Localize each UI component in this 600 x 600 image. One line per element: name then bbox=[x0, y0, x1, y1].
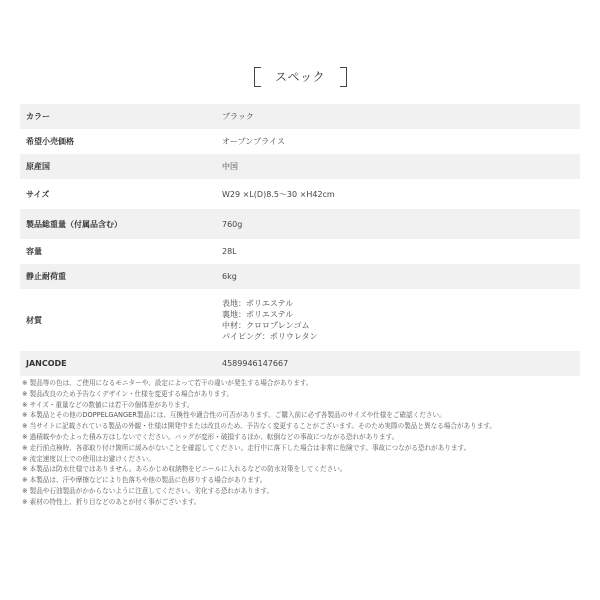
note-item: ※ 走行前点検時、各部取り付け箇所に緩みがないことを確認してください。走行中に落下した場合は非常に危険です。事故につながる恐れがあります。 bbox=[22, 443, 471, 452]
note-item: ※ 当サイトに記載されている製品の外観・仕様は開発中または改良のため、予告なく変更することがございます。そのため実際の製品と異なる場合があります。 bbox=[22, 422, 496, 431]
spec-value: 中国 bbox=[216, 154, 580, 179]
spec-heading bbox=[0, 63, 600, 89]
spec-row-capacity bbox=[20, 239, 580, 264]
spec-title: スペック bbox=[274, 70, 325, 84]
spec-value: 6kg bbox=[216, 264, 580, 289]
spec-value: W29 ×L(D)8.5～30 ×H42cm bbox=[222, 189, 335, 199]
note-item: ※ 本製品は、汗や摩擦などにより色落ちや他の製品に色移りする場合があります。 bbox=[22, 476, 267, 485]
spec-label: カラー bbox=[20, 104, 216, 129]
spec-label: 希望小売価格 bbox=[26, 137, 74, 146]
spec-value: 28L bbox=[222, 247, 237, 256]
material-line: 中材：クロロプレンゴム bbox=[222, 321, 310, 330]
spec-label: 原産国 bbox=[20, 154, 216, 179]
note-item: ※ 製品改良のため予告なくデザイン・仕様を変更する場合があります。 bbox=[22, 389, 234, 398]
spec-value bbox=[216, 289, 580, 351]
note-item: ※ 本製品とその他のDOPPELGANGER製品には、互換性や適合性の可否があります。ご購入前に必ず各製品のサイズや仕様をご確認ください。 bbox=[22, 411, 446, 420]
notes-list bbox=[22, 378, 582, 508]
material-line: 裏地：ポリエステル bbox=[222, 310, 294, 319]
spec-label: JANCODE bbox=[20, 351, 216, 376]
right-bracket-icon bbox=[340, 67, 347, 87]
spec-label: サイズ bbox=[26, 189, 50, 199]
spec-row-origin bbox=[20, 154, 580, 179]
note-item: ※ 過積載やかたよった積み方はしないでください。バッグが変形・破損するほか、転倒などの事故につながる恐れがあります。 bbox=[22, 432, 399, 441]
note-item: ※ 流定速度以上での使用はお避けください。 bbox=[22, 454, 155, 463]
note-item: ※ 本製品は防水仕様ではありません。あらかじめ収納物をビニールに入れるなどの防水対策をしてください。 bbox=[22, 465, 347, 474]
spec-table bbox=[20, 104, 580, 376]
material-line: パイピング：ポリウレタン bbox=[222, 332, 318, 341]
spec-row-color bbox=[20, 104, 580, 129]
spec-value: 760g bbox=[216, 209, 580, 239]
note-item: ※ サイズ・重量などの数値には若干の個体差があります。 bbox=[22, 400, 194, 409]
spec-value: オープンプライス bbox=[222, 137, 285, 146]
spec-label: 容量 bbox=[26, 247, 42, 256]
note-item: ※ 素材の特性上、折り目などのあとが付く事がございます。 bbox=[22, 497, 201, 506]
spec-row-load bbox=[20, 264, 580, 289]
spec-value: ブラック bbox=[216, 104, 580, 129]
note-item: ※ 製品等の色は、ご使用になるモニターや、設定によって若干の違いが発生する場合があります。 bbox=[22, 379, 313, 387]
spec-label: 製品総重量（付属品含む） bbox=[20, 209, 216, 239]
spec-row-size bbox=[20, 179, 580, 209]
spec-label: 静止耐荷重 bbox=[20, 264, 216, 289]
spec-value: 4589946147667 bbox=[216, 351, 580, 376]
spec-label: 材質 bbox=[26, 315, 42, 325]
note-item: ※ 製品や石油製品がかからないように注意してください。劣化する恐れがあります。 bbox=[22, 486, 274, 495]
spec-row-price bbox=[20, 129, 580, 154]
spec-row-jancode bbox=[20, 351, 580, 376]
spec-row-material bbox=[20, 289, 580, 351]
material-line: 表地：ポリエステル bbox=[222, 299, 294, 308]
spec-row-weight bbox=[20, 209, 580, 239]
